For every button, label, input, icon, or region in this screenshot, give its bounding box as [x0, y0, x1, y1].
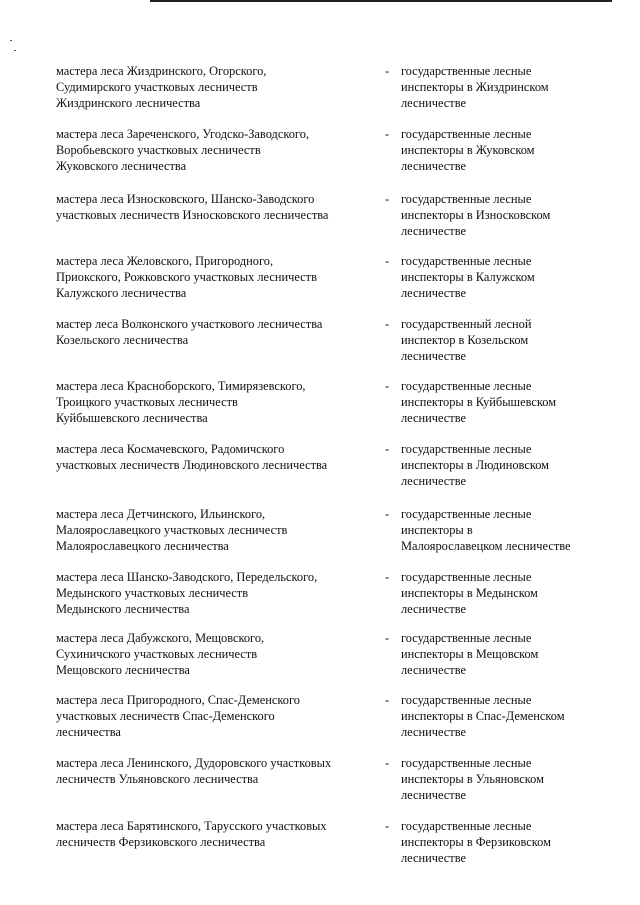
position-description	[56, 506, 374, 554]
text-line: лесничестве	[401, 411, 466, 425]
position-description	[56, 569, 374, 617]
text-line: лесничестве	[401, 474, 466, 488]
text-line: мастера леса Износковского, Шанско-Заводского	[56, 192, 315, 206]
dash-separator: -	[385, 693, 390, 707]
text-line: государственные лесные	[401, 507, 532, 521]
text-line: инспекторы в Ферзиковском	[401, 835, 551, 849]
text-line: лесничестве	[401, 725, 466, 739]
inspector-title	[401, 630, 637, 678]
text-line: государственные лесные	[401, 254, 532, 268]
inspector-title	[401, 692, 637, 740]
text-line: государственные лесные	[401, 756, 532, 770]
text-line: Воробьевского участковых лесничеств	[56, 143, 261, 157]
text-line: Медынского участковых лесничеств	[56, 586, 249, 600]
text-line: Медынского лесничества	[56, 602, 190, 616]
text-line: государственные лесные	[401, 442, 532, 456]
text-line: государственные лесные	[401, 192, 532, 206]
position-description	[56, 316, 374, 348]
dash-separator: -	[385, 756, 390, 770]
text-line: участковых лесничеств Износковского лесничества	[56, 208, 329, 222]
text-line: инспекторы в Жиздринском	[401, 80, 549, 94]
text-line: мастера леса Космачевского, Радомичского	[56, 442, 285, 456]
text-line: лесничестве	[401, 602, 466, 616]
position-description	[56, 441, 374, 473]
text-line: Жуковского лесничества	[56, 159, 187, 173]
text-line: лесничеств Ульяновского лесничества	[56, 772, 259, 786]
dash-separator: -	[385, 819, 390, 833]
text-line: государственные лесные	[401, 819, 532, 833]
text-line: мастера леса Дабужского, Мещовского,	[56, 631, 265, 645]
inspector-title	[401, 191, 637, 239]
position-description	[56, 126, 374, 174]
dash-separator: -	[385, 442, 390, 456]
dash-separator: -	[385, 127, 390, 141]
position-description	[56, 692, 374, 740]
text-line: инспекторы в Куйбышевском	[401, 395, 557, 409]
text-line: лесничестве	[401, 96, 466, 110]
scan-speck	[10, 40, 12, 41]
text-line: мастер леса Волконского участкового лесничества	[56, 317, 323, 331]
dash-separator: -	[385, 317, 390, 331]
text-line: мастера леса Зареченского, Угодско-Заводского,	[56, 127, 309, 141]
text-line: Малоярославецком лесничестве	[401, 539, 571, 553]
dash-separator: -	[385, 192, 390, 206]
dash-separator: -	[385, 631, 390, 645]
inspector-title	[401, 441, 637, 489]
inspector-title	[401, 569, 637, 617]
text-line: лесничестве	[401, 663, 466, 677]
inspector-title	[401, 253, 637, 301]
text-line: государственные лесные	[401, 379, 532, 393]
position-description	[56, 63, 374, 111]
dash-separator: -	[385, 64, 390, 78]
text-line: лесничестве	[401, 788, 466, 802]
text-line: лесничества	[56, 725, 121, 739]
text-line: Судимирского участковых лесничеств	[56, 80, 258, 94]
text-line: инспекторы в Мещовском	[401, 647, 539, 661]
text-line: государственный лесной	[401, 317, 532, 331]
text-line: государственные лесные	[401, 127, 532, 141]
inspector-title	[401, 316, 637, 364]
text-line: инспекторы в Спас-Деменском	[401, 709, 565, 723]
scan-speck	[14, 50, 16, 51]
text-line: лесничестве	[401, 224, 466, 238]
text-line: Малоярославецкого участковых лесничеств	[56, 523, 288, 537]
text-line: мастера леса Ленинского, Дудоровского участковых	[56, 756, 332, 770]
dash-separator: -	[385, 254, 390, 268]
position-description	[56, 818, 374, 850]
inspector-title	[401, 126, 637, 174]
text-line: мастера леса Барятинского, Тарусского участковых	[56, 819, 327, 833]
top-rule	[150, 0, 612, 2]
text-line: Жиздринского лесничества	[56, 96, 201, 110]
text-line: государственные лесные	[401, 570, 532, 584]
position-description	[56, 755, 374, 787]
dash-separator: -	[385, 507, 390, 521]
text-line: государственные лесные	[401, 631, 532, 645]
text-line: Калужского лесничества	[56, 286, 187, 300]
text-line: лесничестве	[401, 286, 466, 300]
text-line: инспекторы в Ульяновском	[401, 772, 544, 786]
position-description	[56, 630, 374, 678]
text-line: Приокского, Рожковского участковых лесничеств	[56, 270, 317, 284]
text-line: инспекторы в Жуковском	[401, 143, 535, 157]
text-line: государственные лесные	[401, 693, 532, 707]
text-line: мастера леса Шанско-Заводского, Передельского,	[56, 570, 318, 584]
text-line: Козельского лесничества	[56, 333, 189, 347]
text-line: участковых лесничеств Людиновского лесничества	[56, 458, 328, 472]
text-line: участковых лесничеств Спас-Деменского	[56, 709, 275, 723]
text-line: инспекторы в Людиновском	[401, 458, 550, 472]
inspector-title	[401, 506, 637, 554]
text-line: инспекторы в	[401, 523, 473, 537]
text-line: мастера леса Пригородного, Спас-Деменского	[56, 693, 300, 707]
inspector-title	[401, 378, 637, 426]
text-line: лесничеств Ферзиковского лесничества	[56, 835, 266, 849]
inspector-title	[401, 755, 637, 803]
position-description	[56, 191, 374, 223]
text-line: Сухиничского участковых лесничеств	[56, 647, 258, 661]
text-line: лесничестве	[401, 159, 466, 173]
text-line: инспекторы в Калужском	[401, 270, 535, 284]
inspector-title	[401, 63, 637, 111]
text-line: мастера леса Желовского, Пригородного,	[56, 254, 274, 268]
position-description	[56, 378, 374, 426]
text-line: лесничестве	[401, 851, 466, 865]
text-line: инспектор в Козельском	[401, 333, 529, 347]
text-line: мастера леса Красноборского, Тимирязевского,	[56, 379, 306, 393]
position-description	[56, 253, 374, 301]
text-line: Куйбышевского лесничества	[56, 411, 208, 425]
text-line: инспекторы в Медынском	[401, 586, 538, 600]
text-line: Троицкого участковых лесничеств	[56, 395, 238, 409]
text-line: инспекторы в Износковском	[401, 208, 551, 222]
text-line: лесничестве	[401, 349, 466, 363]
text-line: Мещовского лесничества	[56, 663, 190, 677]
text-line: Малоярославецкого лесничества	[56, 539, 229, 553]
inspector-title	[401, 818, 637, 866]
dash-separator: -	[385, 570, 390, 584]
text-line: мастера леса Детчинского, Ильинского,	[56, 507, 266, 521]
text-line: государственные лесные	[401, 64, 532, 78]
text-line: мастера леса Жиздринского, Огорского,	[56, 64, 267, 78]
dash-separator: -	[385, 379, 390, 393]
